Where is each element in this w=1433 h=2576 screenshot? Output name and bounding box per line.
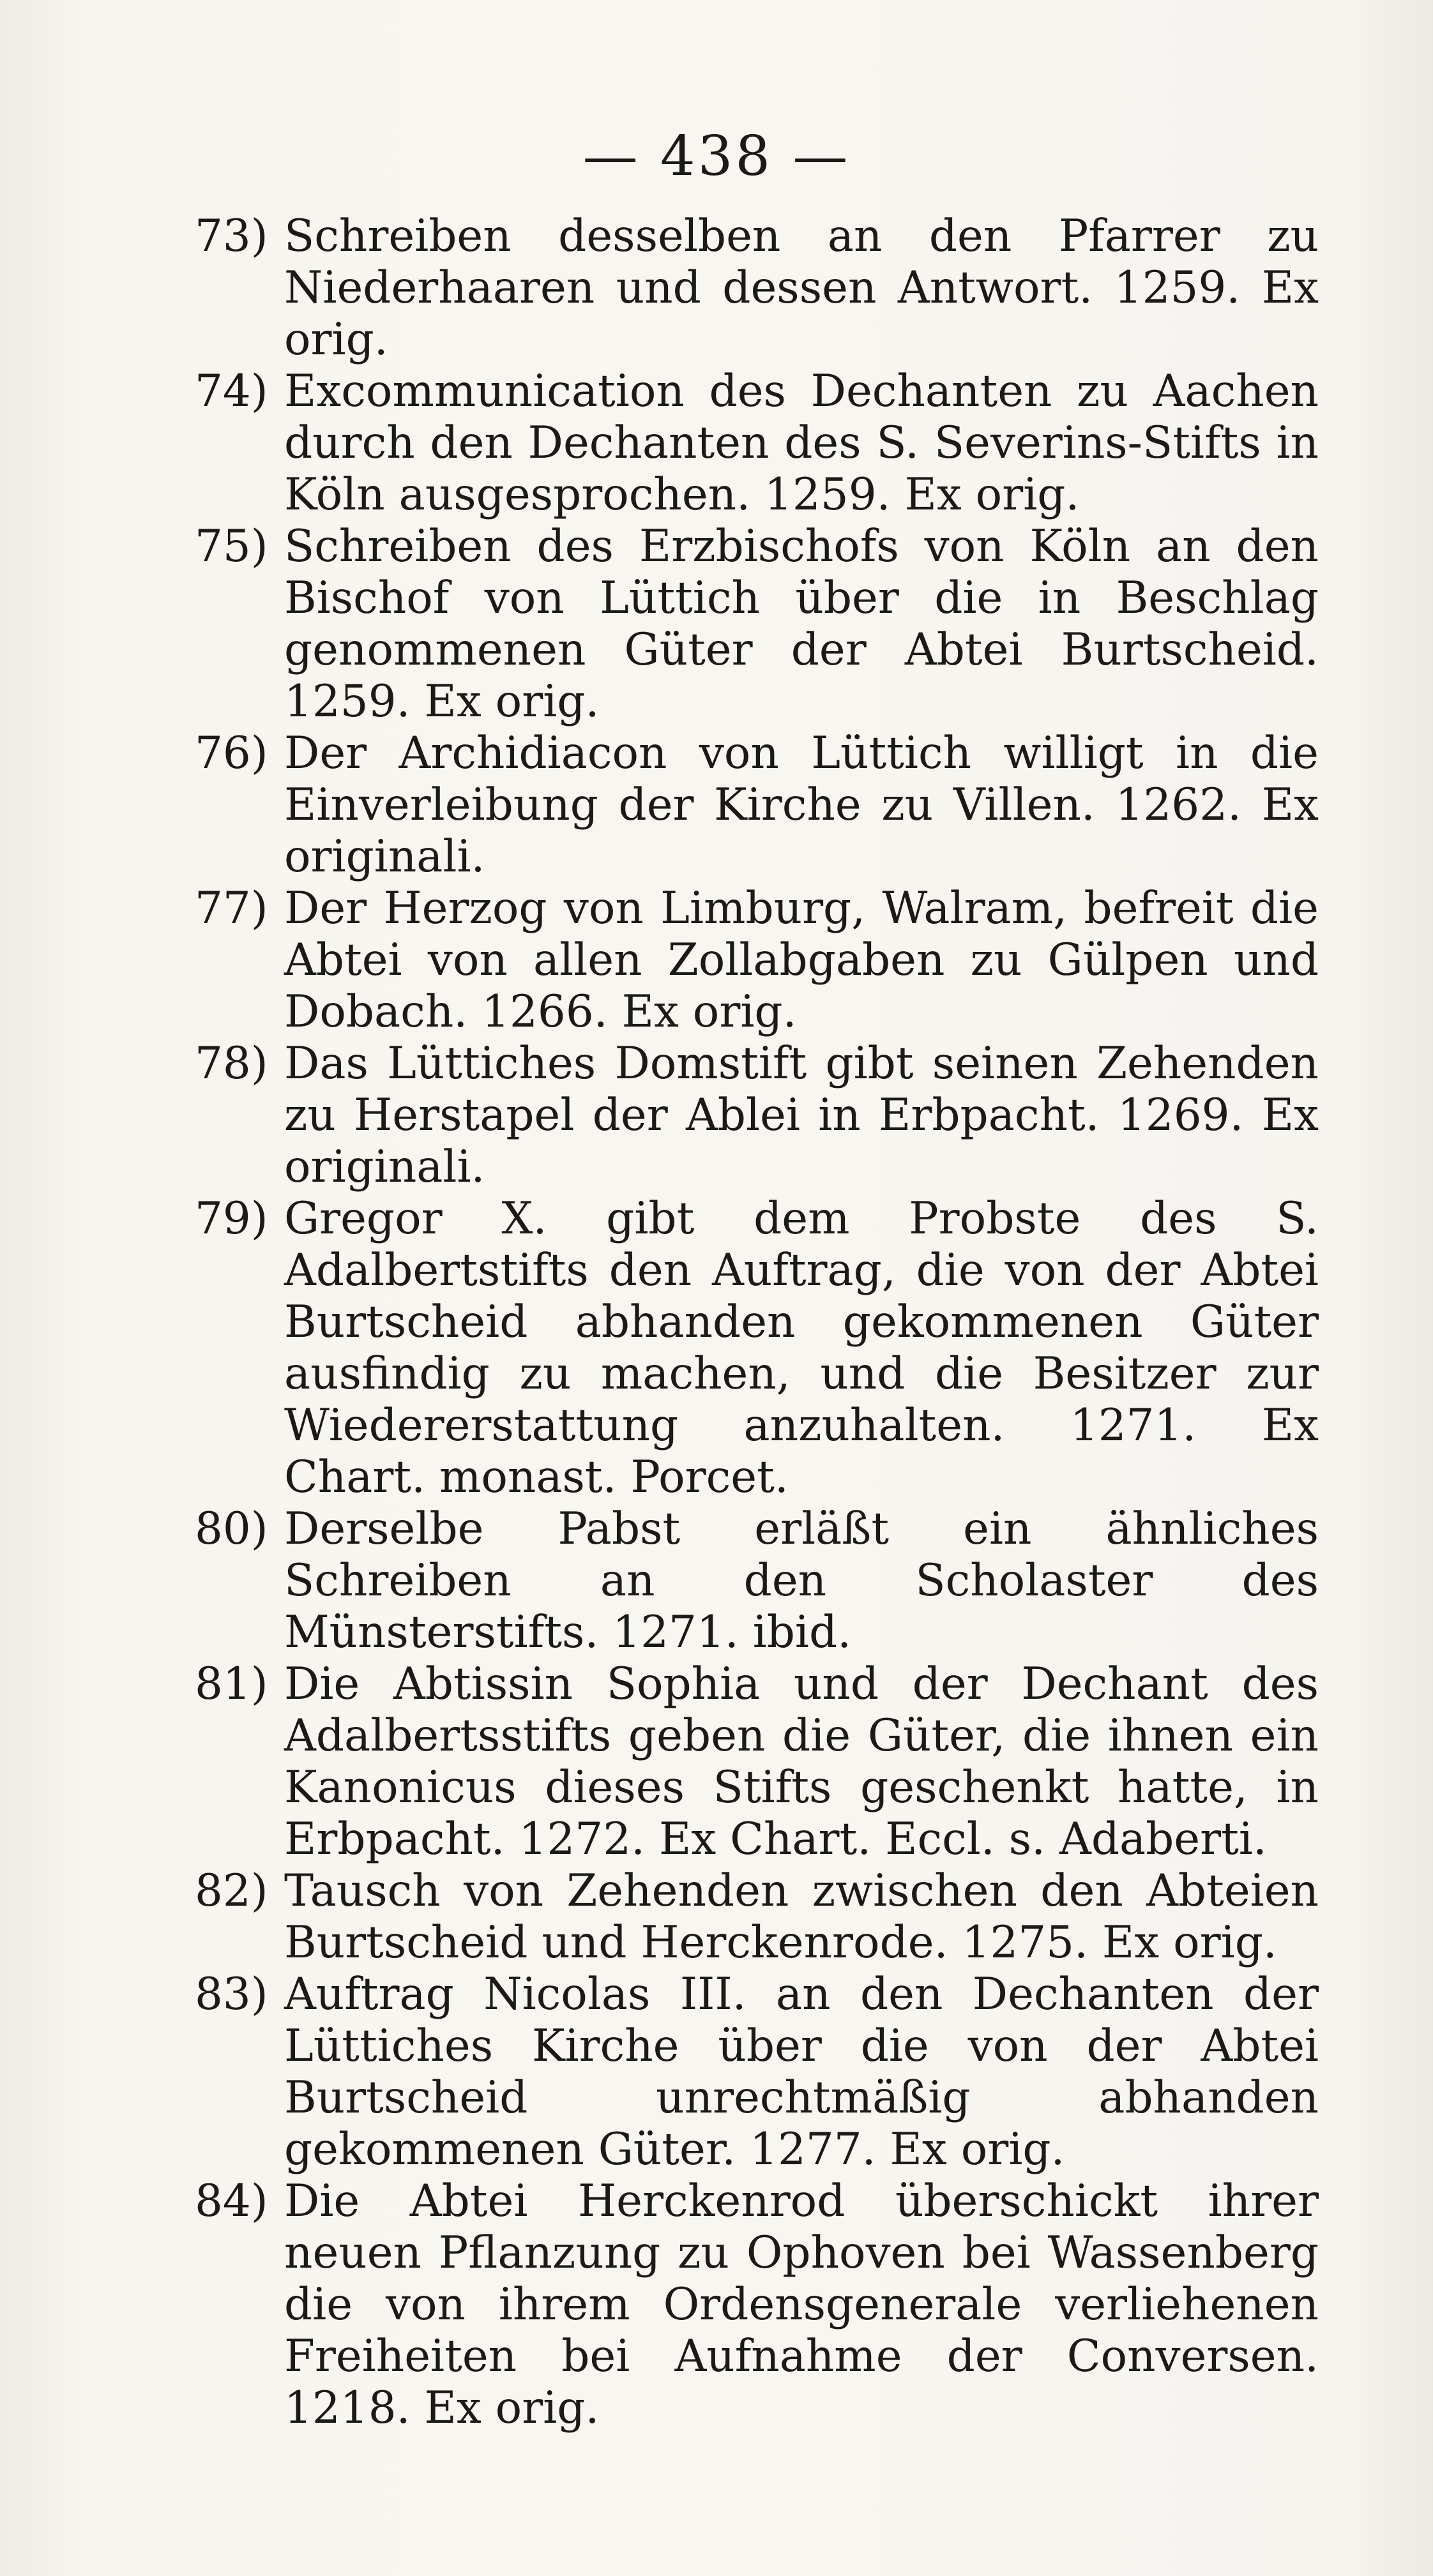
list-item: [195, 1659, 1319, 1865]
list-item: [195, 883, 1319, 1038]
entry-text: Der Herzog von Limburg, Walram, befreit die Abtei von allen Zollabgaben zu Gülpen und Dobach. 1266. Ex orig.: [284, 883, 1319, 1037]
entry-number: 78): [195, 1038, 268, 1089]
list-item: [195, 1193, 1319, 1503]
list-item: [195, 1969, 1319, 2176]
list-item: [195, 1503, 1319, 1659]
entry-number: 75): [195, 521, 268, 572]
entry-text: Tausch von Zehenden zwischen den Abteien Burtscheid und Herckenrode. 1275. Ex orig.: [284, 1865, 1319, 1968]
entry-number: 84): [195, 2176, 268, 2227]
entry-list: [195, 211, 1319, 2434]
list-item: [195, 521, 1319, 728]
entry-text: Excommunication des Dechanten zu Aachen durch den Dechanten des S. Severins-Stifts in Köln ausgesprochen. 1259. Ex orig.: [284, 366, 1319, 520]
list-item: [195, 728, 1319, 883]
entry-number: 76): [195, 728, 268, 779]
entry-number: 77): [195, 883, 268, 934]
entry-number: 80): [195, 1503, 268, 1555]
page-number: — 438 —: [582, 124, 851, 188]
entry-text: Schreiben desselben an den Pfarrer zu Niederhaaren und dessen Antwort. 1259. Ex orig.: [284, 211, 1319, 365]
list-item: [195, 366, 1319, 521]
entry-number: 74): [195, 366, 268, 417]
list-item: [195, 1865, 1319, 1969]
entry-text: Gregor X. gibt dem Probste des S. Adalbertstifts den Auftrag, die von der Abtei Burtscheid abhanden gekommenen Güter ausfindig zu machen, und die Besitzer zur Wiedererstattung anzuhalten. 1271. Ex Chart. monast. Porcet.: [284, 1193, 1319, 1503]
entry-text: Das Lüttiches Domstift gibt seinen Zehenden zu Herstapel der Ablei in Erbpacht. 1269. Ex originali.: [284, 1038, 1319, 1193]
entry-number: 83): [195, 1969, 268, 2020]
list-item: [195, 1038, 1319, 1193]
entry-text: Schreiben des Erzbischofs von Köln an den Bischof von Lüttich über die in Beschlag genommenen Güter der Abtei Burtscheid. 1259. Ex orig.: [284, 521, 1319, 727]
entry-number: 73): [195, 211, 268, 262]
entry-text: Der Archidiacon von Lüttich willigt in die Einverleibung der Kirche zu Villen. 1262. Ex originali.: [284, 728, 1319, 882]
entry-text: Die Abtissin Sophia und der Dechant des Adalbertsstifts geben die Güter, die ihnen ein Kanonicus dieses Stifts geschenkt hatte, in Erbpacht. 1272. Ex Chart. Eccl. s. Adaberti.: [284, 1659, 1319, 1865]
entry-number: 82): [195, 1865, 268, 1917]
entry-text: Auftrag Nicolas III. an den Dechanten der Lüttiches Kirche über die von der Abtei Burtscheid unrechtmäßig abhanden gekommenen Güter. 1277. Ex orig.: [284, 1969, 1319, 2175]
entry-text: Die Abtei Herckenrod überschickt ihrer neuen Pflanzung zu Ophoven bei Wassenberg die von ihrem Ordensgenerale verliehenen Freiheiten bei Aufnahme der Conversen. 1218. Ex orig.: [284, 2176, 1319, 2434]
list-item: [195, 2176, 1319, 2434]
entry-number: 79): [195, 1193, 268, 1244]
list-item: [195, 211, 1319, 366]
entry-number: 81): [195, 1659, 268, 1710]
entry-text: Derselbe Pabst erläßt ein ähnliches Schreiben an den Scholaster des Münsterstifts. 1271. ibid.: [284, 1503, 1319, 1658]
